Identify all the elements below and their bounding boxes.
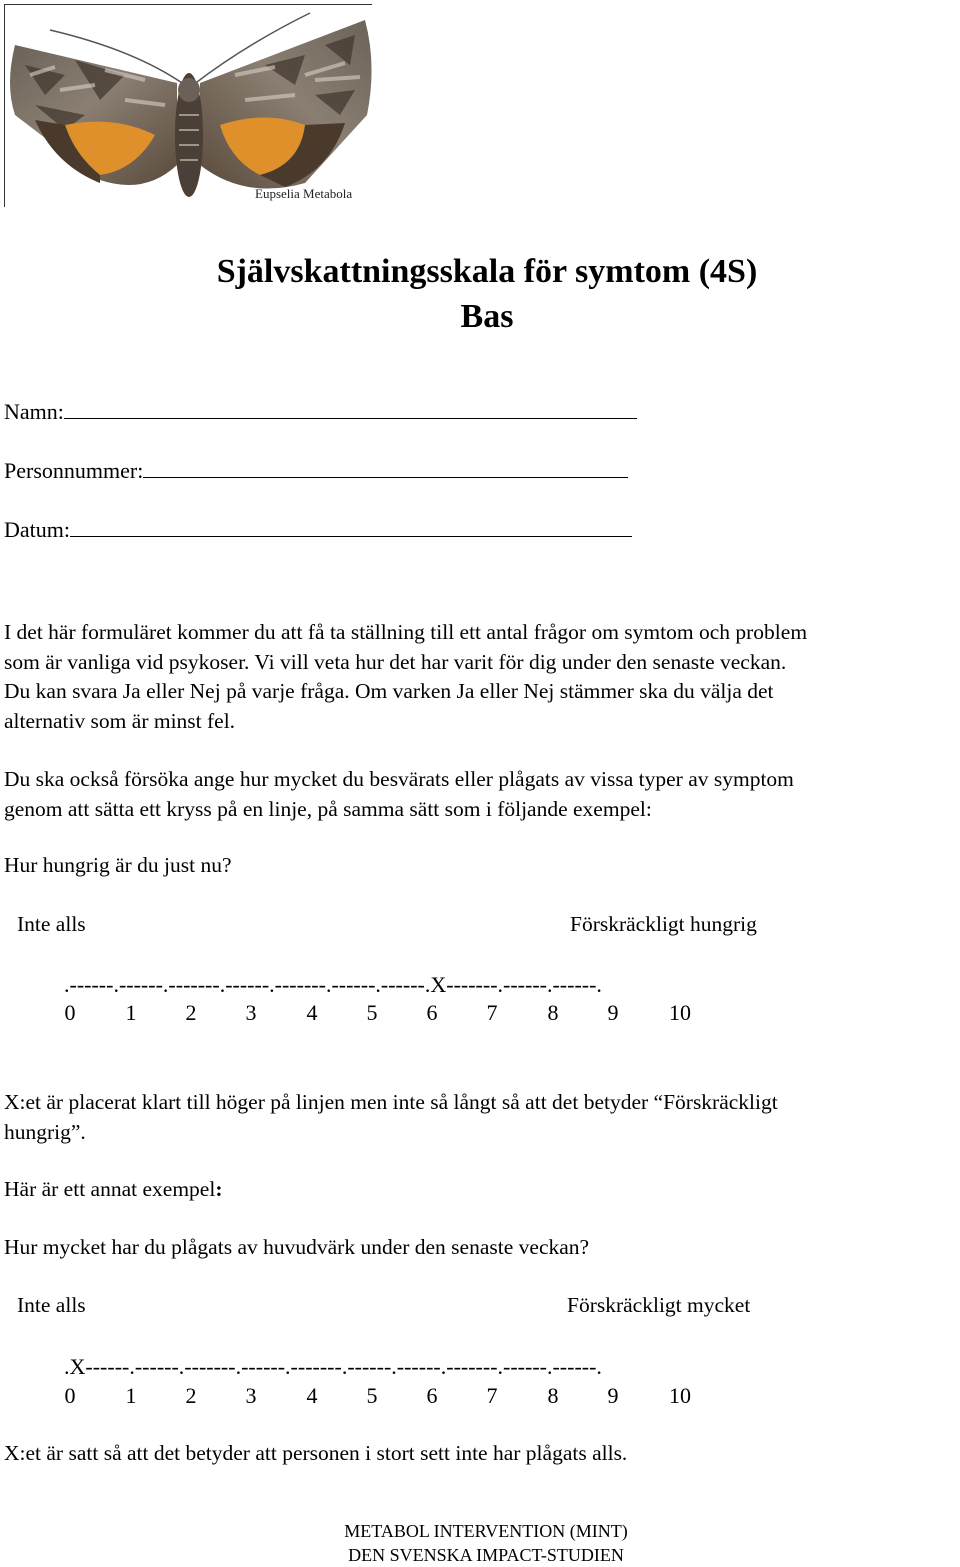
explanation-line: X:et är placerat klart till höger på linjen men inte så långt så att det betyder “Förskräckligt bbox=[4, 1090, 778, 1114]
scale-number: 7 bbox=[486, 1383, 498, 1408]
intro-line: Du kan svara Ja eller Nej på varje fråga. Om varken Ja eller Nej stämmer ska du välja det bbox=[4, 679, 774, 703]
scale-number: 8 bbox=[547, 1000, 559, 1025]
page-subtitle: Bas bbox=[460, 298, 514, 335]
name-field bbox=[4, 398, 637, 425]
scale-number: 2 bbox=[185, 1383, 197, 1408]
instruction-line: Du ska också försöka ange hur mycket du besvärats eller plågats av vissa typer av symptom bbox=[4, 767, 794, 791]
another-example-text: Här är ett annat exempel bbox=[4, 1177, 216, 1201]
scale-number: 5 bbox=[366, 1000, 378, 1025]
scale-number: 4 bbox=[306, 1383, 318, 1408]
instruction-paragraph bbox=[4, 765, 960, 824]
scale-number: 6 bbox=[426, 1000, 438, 1025]
page-title: Självskattningsskala för symtom (4S) bbox=[216, 253, 758, 290]
example2-explanation: X:et är satt så att det betyder att personen i stort sett inte har plågats alls. bbox=[4, 1441, 628, 1465]
scale-number: 1 bbox=[125, 1383, 137, 1408]
moth-illustration bbox=[5, 5, 372, 207]
intro-line: som är vanliga vid psykoser. Vi vill veta hur det har varit för dig under den senaste veckan. bbox=[4, 649, 787, 674]
example2-right-anchor: Förskräckligt mycket bbox=[567, 1293, 751, 1317]
example1-scale-numbers bbox=[0, 1000, 960, 1028]
scale-number: 3 bbox=[245, 1000, 257, 1025]
example2-scale-numbers bbox=[0, 1383, 960, 1411]
scale-number: 8 bbox=[547, 1383, 559, 1408]
personnummer-input-line[interactable] bbox=[143, 457, 628, 478]
example2-scale-line: .X------.------.-------.------.-------.------.------.-------.------.------. bbox=[64, 1354, 602, 1379]
scale-number: 4 bbox=[306, 1000, 318, 1025]
moth-photo bbox=[4, 4, 372, 207]
scale-number: 7 bbox=[486, 1000, 498, 1025]
example1-right-anchor: Förskräckligt hungrig bbox=[570, 912, 757, 936]
personnummer-field bbox=[4, 457, 628, 484]
scale-number: 5 bbox=[366, 1383, 378, 1408]
example1-question: Hur hungrig är du just nu? bbox=[4, 853, 232, 877]
example1-scale-line: .------.------.-------.------.-------.------.------.X-------.------.------. bbox=[64, 972, 602, 997]
datum-field bbox=[4, 516, 632, 543]
scale-number: 3 bbox=[245, 1383, 257, 1408]
scale-number: 0 bbox=[64, 1383, 76, 1408]
name-input-line[interactable] bbox=[64, 398, 637, 419]
example1-left-anchor: Inte alls bbox=[17, 912, 86, 936]
datum-input-line[interactable] bbox=[70, 516, 632, 537]
scale-number: 2 bbox=[185, 1000, 197, 1025]
another-example-colon: : bbox=[215, 1177, 223, 1201]
scale-number: 10 bbox=[669, 1000, 691, 1025]
personnummer-label: Personnummer: bbox=[4, 458, 144, 483]
instruction-line: genom att sätta ett kryss på en linje, på samma sätt som i följande exempel: bbox=[4, 796, 652, 821]
scale-number: 0 bbox=[64, 1000, 76, 1025]
footer-line1: METABOL INTERVENTION (MINT) bbox=[344, 1521, 628, 1541]
datum-label: Datum: bbox=[4, 517, 70, 542]
scale-number: 10 bbox=[669, 1383, 691, 1408]
intro-line: I det här formuläret kommer du att få ta ställning till ett antal frågor om symtom och problem bbox=[4, 620, 808, 644]
example2-question: Hur mycket har du plågats av huvudvärk under den senaste veckan? bbox=[4, 1235, 590, 1259]
scale-number: 6 bbox=[426, 1383, 438, 1408]
explanation-line: hungrig”. bbox=[4, 1119, 86, 1144]
another-example-heading bbox=[4, 1177, 222, 1202]
footer-line2: DEN SVENSKA IMPACT-STUDIEN bbox=[348, 1545, 624, 1565]
example2-left-anchor: Inte alls bbox=[17, 1293, 86, 1317]
name-label: Namn: bbox=[4, 399, 64, 424]
example1-explanation bbox=[4, 1088, 960, 1147]
scale-number: 9 bbox=[607, 1383, 619, 1408]
scale-number: 9 bbox=[607, 1000, 619, 1025]
intro-line: alternativ som är minst fel. bbox=[4, 708, 236, 733]
scale-number: 1 bbox=[125, 1000, 137, 1025]
image-caption: Eupselia Metabola bbox=[255, 186, 353, 201]
intro-paragraph bbox=[4, 618, 960, 736]
